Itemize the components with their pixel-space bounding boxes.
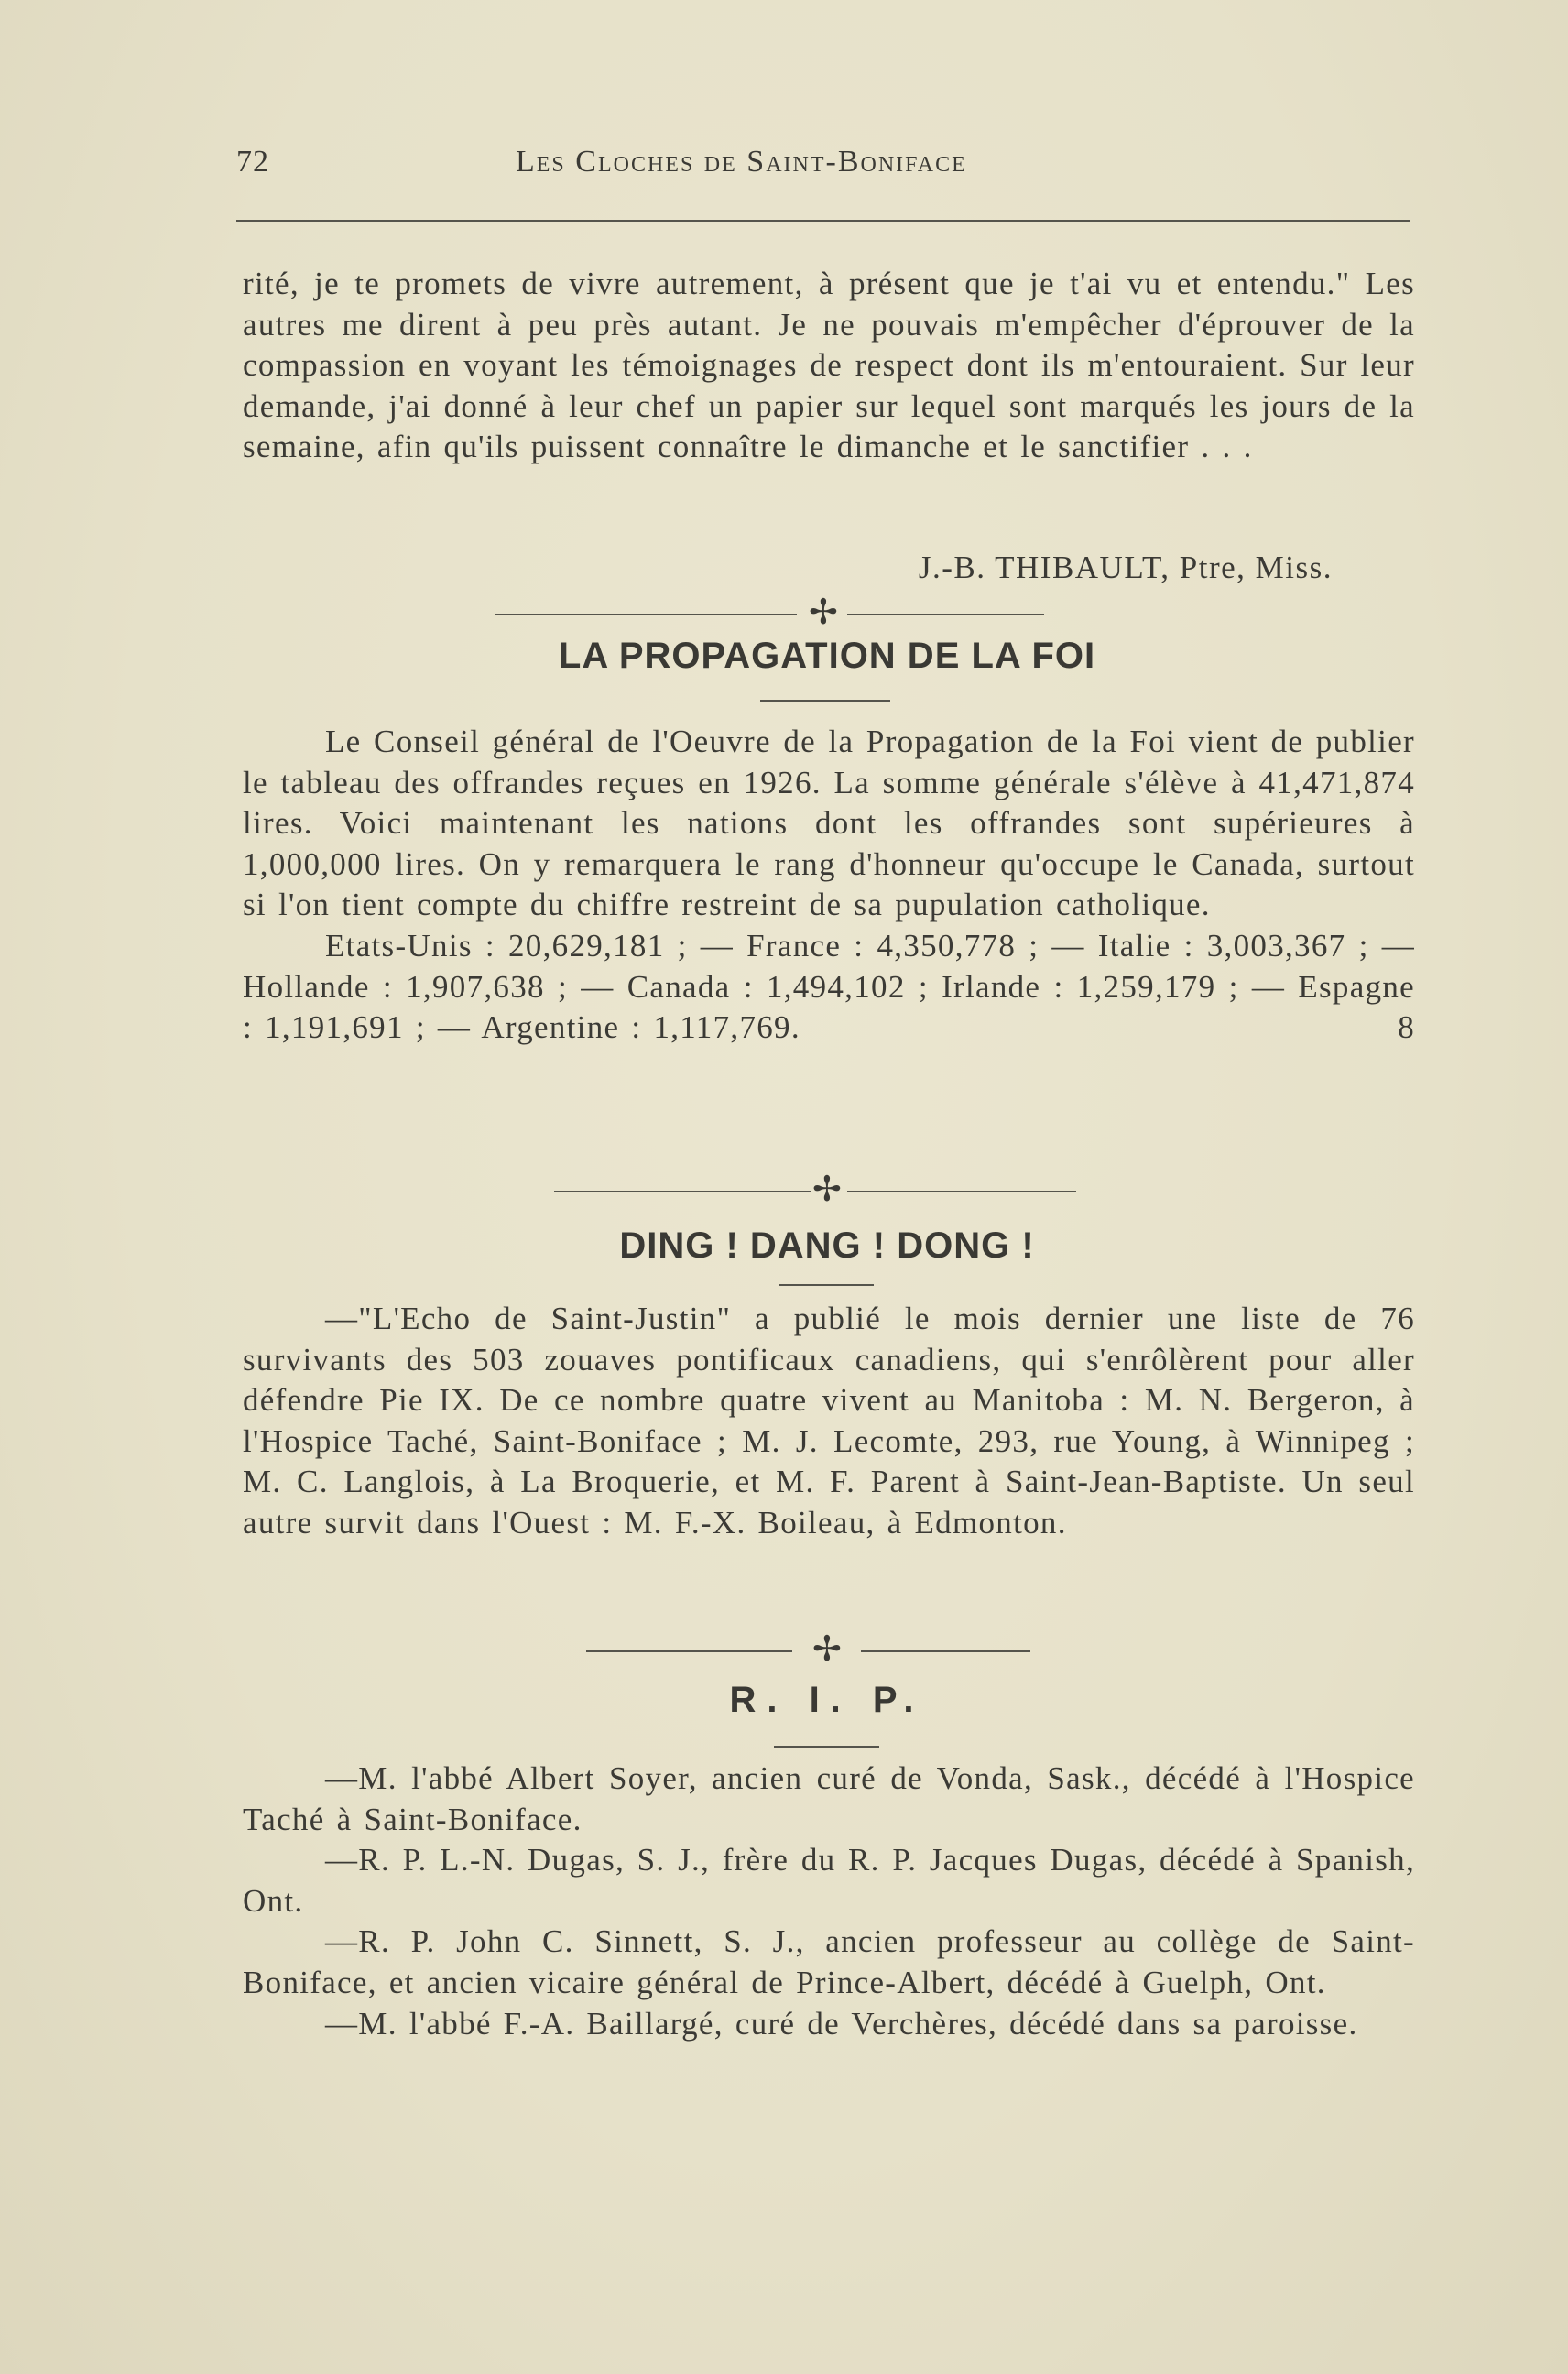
ding-section	[243, 1299, 1415, 1544]
rip-entry: —M. l'abbé Albert Soyer, ancien curé de Vonda, Sask., décédé à l'Hospice Taché à Saint-Boniface.	[243, 1760, 1415, 1837]
section-divider	[586, 1628, 1081, 1669]
rip-section	[243, 1759, 1415, 2044]
section-heading-rip: R. I. P.	[729, 1680, 925, 1720]
heading-underline	[779, 1284, 874, 1286]
letter-signature: J.-B. THIBAULT, Ptre, Miss.	[918, 550, 1333, 585]
letter-paragraph: rité, je te promets de vivre autrement, à présent que je t'ai vu et entendu." Les autres me dirent à peu près autant. Je ne pouvais m'empêcher d'éprouver de la compassion en voyant les témoignages de respect dont ils m'entouraient. Sur leur demande, j'ai donné à leur chef un papier sur lequel sont marqués les jours de la semaine, afin qu'ils puissent connaître le dimanche et le sanctifier . . .	[243, 266, 1415, 465]
running-title: Les Cloches de Saint-Boniface	[516, 145, 967, 179]
propagation-figures: Etats-Unis : 20,629,181 ; — France : 4,350,778 ; — Italie : 3,003,367 ; — Hollande : 1,907,638 ; — Canada : 1,494,102 ; Irlande : 1,259,179 ; — Espagne : 1,191,691 ; — Argentine : 1,117,769. 8	[243, 926, 1415, 1049]
ding-paragraph: —"L'Echo de Saint-Justin" a publié le mois dernier une liste de 76 survivants des 503 zouaves pontificaux canadiens, qui s'enrôlèrent pour aller défendre Pie IX. De ce nombre quatre vivent au Manitoba : M. N. Bergeron, à l'Hospice Taché, Saint-Boniface ; M. J. Lecomte, 293, rue Young, à Winnipeg ; M. C. Langlois, à La Broquerie, et M. F. Parent à Saint-Jean-Baptiste. Un seul autre survit dans l'Ouest : M. F.-X. Boileau, à Edmonton.	[243, 1301, 1415, 1541]
propagation-paragraph: Le Conseil général de l'Oeuvre de la Propagation de la Foi vient de publier le tableau des offrandes reçues en 1926. La somme générale s'élève à 41,471,874 lires. Voici maintenant les nations dont les offrandes sont supérieures à 1,000,000 lires. On y remarquera le rang d'honneur qu'occupe le Canada, surtout si l'on tient compte du chiffre restreint de sa pupulation catholique.	[243, 724, 1415, 923]
rip-entry: —R. P. L.-N. Dugas, S. J., frère du R. P. Jacques Dugas, décédé à Spanish, Ont.	[243, 1842, 1415, 1919]
section-heading-ding: DING ! DANG ! DONG !	[619, 1225, 1035, 1266]
propagation-section	[243, 722, 1415, 1049]
section-divider	[554, 1169, 1122, 1209]
trailing-number: 8	[1398, 1009, 1415, 1046]
rip-entry: —M. l'abbé F.-A. Baillargé, curé de Verchères, décédé dans sa paroisse.	[325, 2005, 1358, 2042]
heading-underline	[774, 1746, 879, 1748]
header-rule	[236, 220, 1410, 222]
letter-continuation	[243, 264, 1415, 468]
running-head	[236, 145, 1418, 200]
rip-entry: —R. P. John C. Sinnett, S. J., ancien professeur au collège de Saint-Boniface, et ancien vicaire général de Prince-Albert, décédé à Guelph, Ont.	[243, 1923, 1415, 2000]
cross-ornament-icon: ✢	[809, 592, 838, 632]
page-number: 72	[236, 145, 269, 179]
heading-underline	[760, 700, 890, 702]
section-divider	[495, 592, 1163, 632]
cross-ornament-icon: ✢	[812, 1628, 842, 1669]
cross-ornament-icon: ✢	[812, 1169, 842, 1209]
section-heading-propagation: LA PROPAGATION DE LA FOI	[558, 636, 1096, 676]
